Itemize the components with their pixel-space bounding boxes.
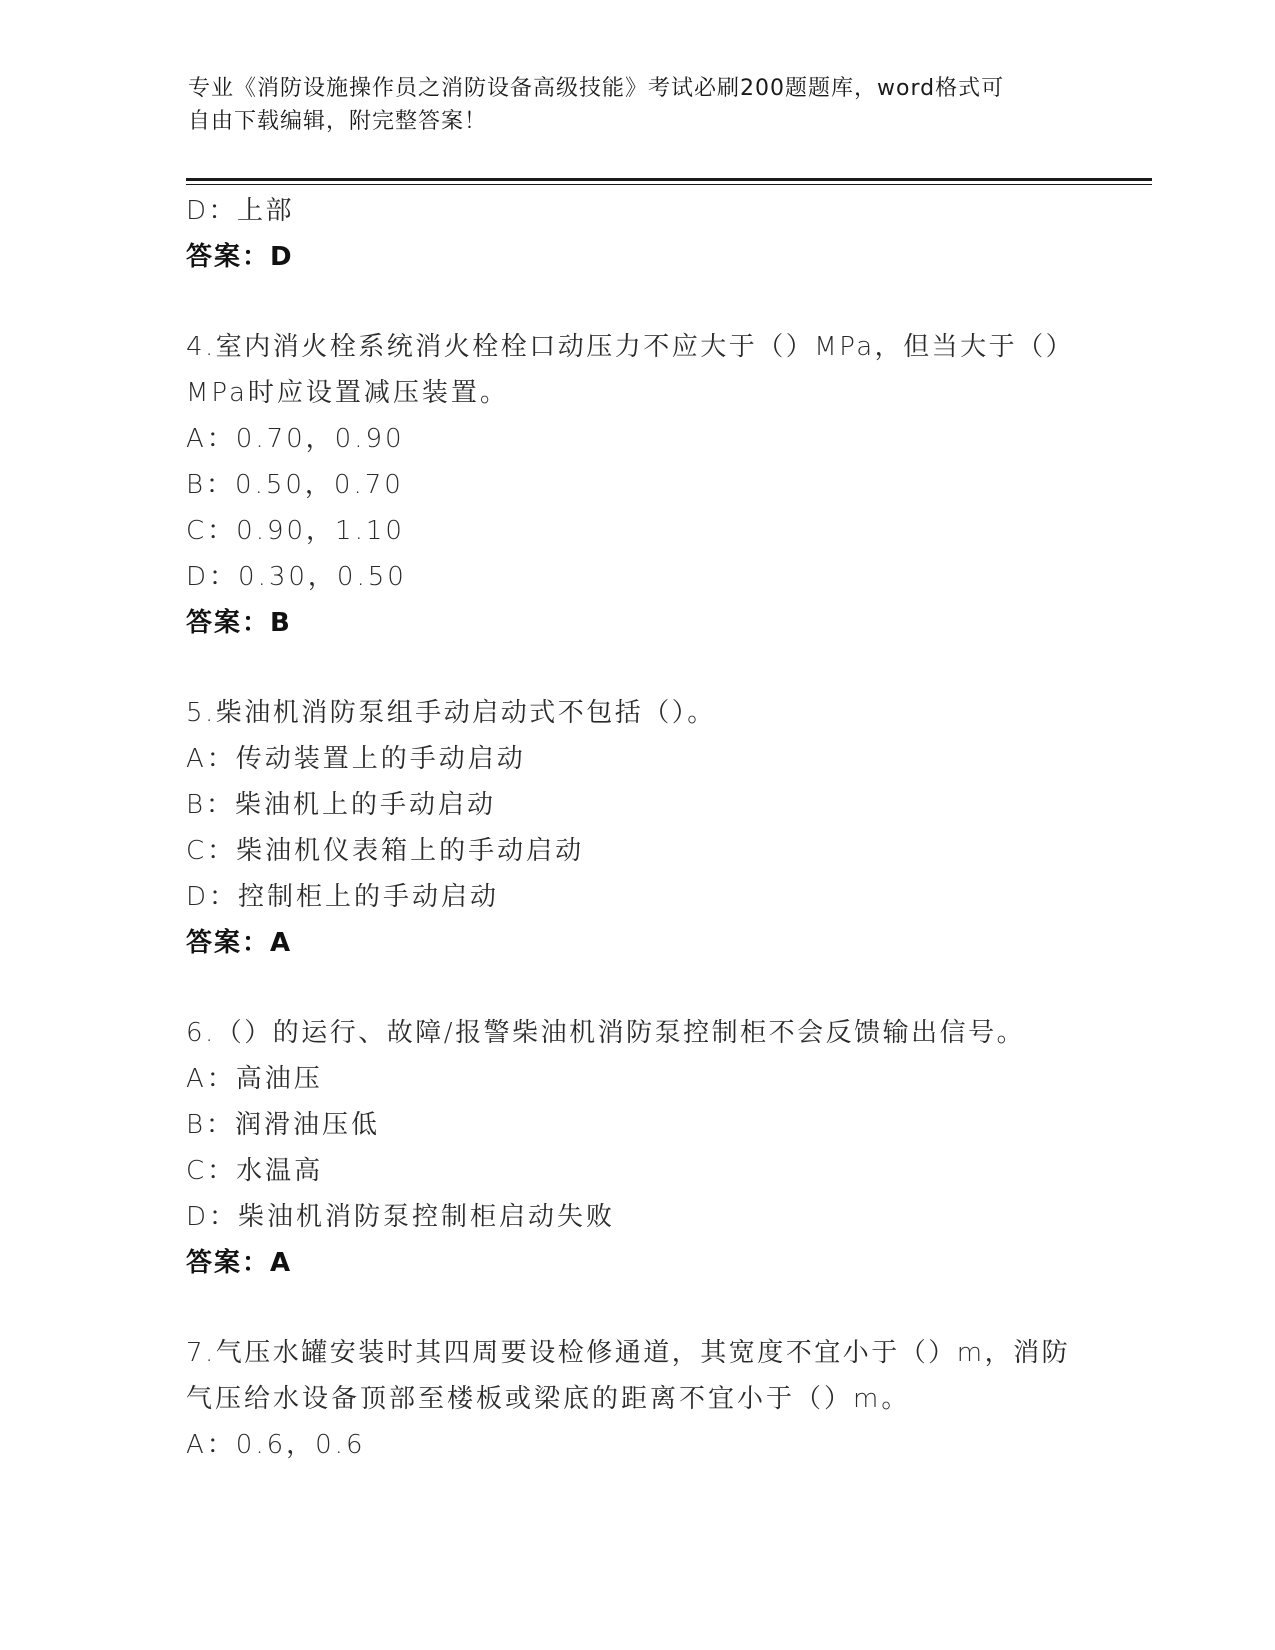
spacer — [186, 1286, 1086, 1330]
option-b: B：润滑油压低 — [186, 1110, 381, 1140]
option-d: D：控制柜上的手动启动 — [186, 882, 500, 912]
option-a: A：0.70，0.90 — [186, 424, 405, 454]
header-divider-thin — [186, 184, 1152, 185]
option-c: C：水温高 — [186, 1156, 324, 1186]
question-4 — [186, 324, 1086, 646]
option-d: D：柴油机消防泵控制柜启动失败 — [186, 1202, 616, 1232]
spacer — [186, 966, 1086, 1010]
option-d: D：上部 — [186, 196, 295, 226]
question-stem-cont: MPa时应设置减压装置。 — [186, 378, 509, 408]
answer-line: 答案：B — [186, 608, 292, 638]
document-header — [188, 72, 1088, 138]
header-line-2: 自由下载编辑，附完整答案！ — [188, 109, 488, 134]
question-stem: 5.柴油机消防泵组手动启动式不包括（）。 — [186, 698, 716, 728]
question-6 — [186, 1010, 1086, 1286]
question-stem-cont: 气压给水设备顶部至楼板或梁底的距离不宜小于（）m。 — [186, 1384, 911, 1414]
question-3-tail — [186, 188, 1086, 280]
spacer — [186, 280, 1086, 324]
option-d: D：0.30，0.50 — [186, 562, 407, 592]
option-a: A：0.6，0.6 — [186, 1430, 366, 1460]
option-a: A：高油压 — [186, 1064, 323, 1094]
answer-line: 答案：A — [186, 1248, 293, 1278]
header-divider-thick — [186, 178, 1152, 181]
question-stem: 4.室内消火栓系统消火栓栓口动压力不应大于（）MPa，但当大于（） — [186, 332, 1075, 362]
question-stem: 7.气压水罐安装时其四周要设检修通道，其宽度不宜小于（）m，消防 — [186, 1338, 1071, 1368]
question-7 — [186, 1330, 1086, 1468]
option-b: B：柴油机上的手动启动 — [186, 790, 497, 820]
option-c: C：0.90，1.10 — [186, 516, 405, 546]
question-5 — [186, 690, 1086, 966]
option-c: C：柴油机仪表箱上的手动启动 — [186, 836, 585, 866]
option-b: B：0.50，0.70 — [186, 470, 404, 500]
answer-line: 答案：D — [186, 242, 294, 272]
spacer — [186, 646, 1086, 690]
question-stem: 6.（）的运行、故障/报警柴油机消防泵控制柜不会反馈输出信号。 — [186, 1018, 1026, 1048]
header-line-1: 专业《消防设施操作员之消防设备高级技能》考试必刷200题题库，word格式可 — [188, 76, 1005, 101]
option-a: A：传动装置上的手动启动 — [186, 744, 526, 774]
document-body — [186, 188, 1086, 1468]
answer-line: 答案：A — [186, 928, 293, 958]
